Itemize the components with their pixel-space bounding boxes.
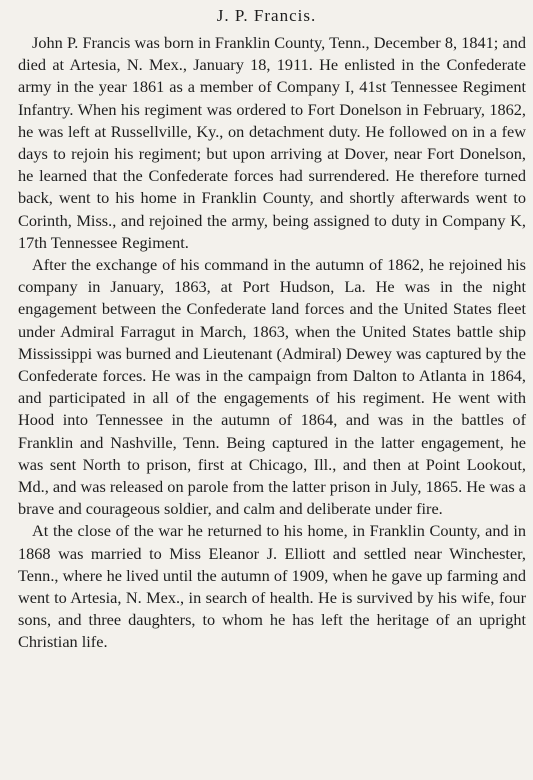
page-title: J. P. Francis.: [216, 6, 317, 25]
paragraph-2: After the exchange of his command in the autumn of 1862, he rejoined his company in January, 1863, at Port Hudson, La. He was in the night engagement between the Confederate land forces and the United States fleet under Admiral Farragut in March, 1863, when the United States battle ship Mississippi was burned and Lieutenant (Admiral) Dewey was captured by the Confederate forces. He was in the campaign from Dalton to Atlanta in 1864, and participated in all of the engagements of his regiment. He went with Hood into Tennessee in the autumn of 1864, and was in the battles of Franklin and Nashville, Tenn. Being captured in the latter engagement, he was sent North to prison, first at Chicago, Ill., and then at Point Lookout, Md., and was released on parole from the latter prison in July, 1865. He was a brave and courageous soldier, and calm and deliberate under fire.: [18, 255, 526, 519]
paragraph-1: John P. Francis was born in Franklin County, Tenn., December 8, 1841; and died at Artesia, N. Mex., January 18, 1911. He enlisted in the Confederate army in the year 1861 as a member of Company I, 41st Tennessee Regiment Infantry. When his regiment was ordered to Fort Donelson in February, 1862, he was left at Russellville, Ky., on detachment duty. He followed on in a few days to rejoin his regiment; but upon arriving at Dover, near Fort Donelson, he learned that the Confederate forces had surrendered. He therefore turned back, went to his home in Franklin County, and shortly afterwards went to Corinth, Miss., and rejoined the army, being assigned to duty in Company K, 17th Tennessee Regiment.: [18, 33, 526, 252]
article-body: [18, 32, 526, 654]
paragraph-3: At the close of the war he returned to his home, in Franklin County, and in 1868 was married to Miss Eleanor J. Elliott and settled near Winchester, Tenn., where he lived until the autumn of 1909, when he gave up farming and went to Artesia, N. Mex., in search of health. He is survived by his wife, four sons, and three daughters, to whom he has left the heritage of an upright Christian life.: [18, 521, 526, 652]
